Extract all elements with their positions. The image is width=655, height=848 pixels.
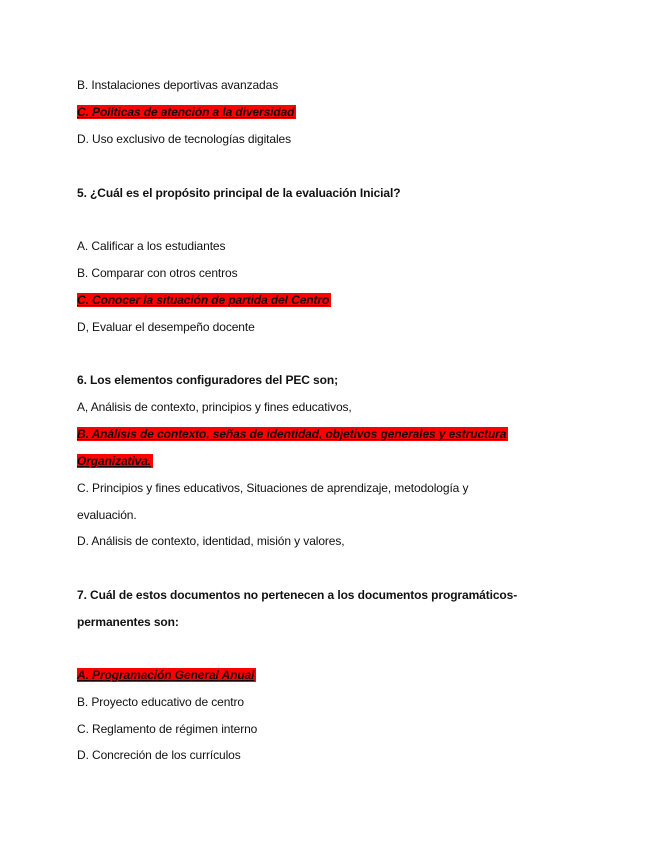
answer-option-correct — [77, 667, 256, 683]
answer-option: A, Análisis de contexto, principios y fines educativos, — [77, 400, 352, 414]
answer-option: B. Comparar con otros centros — [77, 266, 238, 280]
answer-option: D, Evaluar el desempeño docente — [77, 320, 255, 334]
question-7: 7. Cuál de estos documentos no pertenecen a los documentos programáticos- — [77, 588, 518, 602]
highlighted-answer: Organizativa. — [77, 454, 152, 468]
answer-option: A. Calificar a los estudiantes — [77, 239, 226, 253]
question-7-cont: permanentes son: — [77, 615, 179, 629]
answer-option-correct — [77, 426, 508, 442]
highlighted-answer: C. Políticas de atención a la diversidad — [77, 105, 295, 119]
answer-option: D. Análisis de contexto, identidad, misión y valores, — [77, 534, 345, 548]
answer-option: C. Principios y fines educativos, Situaciones de aprendizaje, metodología y — [77, 481, 469, 495]
question-5: 5. ¿Cuál es el propósito principal de la evaluación Inicial? — [77, 186, 401, 200]
answer-option-correct — [77, 292, 331, 308]
highlighted-answer: A. Programación General Anual — [77, 668, 255, 682]
question-6: 6. Los elementos configuradores del PEC son; — [77, 373, 338, 387]
answer-option-cont: evaluación. — [77, 508, 137, 522]
highlighted-answer: B. Análisis de contexto, señas de identidad, objetivos generales y estructura — [77, 427, 507, 441]
highlighted-answer: C. Conocer la situación de partida del Centro — [77, 293, 330, 307]
answer-option: D. Uso exclusivo de tecnologías digitales — [77, 132, 292, 146]
answer-option: B. Proyecto educativo de centro — [77, 695, 244, 709]
answer-option-correct — [77, 104, 296, 120]
answer-option-correct-cont — [77, 453, 153, 469]
answer-option: D. Concreción de los currículos — [77, 748, 241, 762]
answer-option: B. Instalaciones deportivas avanzadas — [77, 78, 279, 92]
answer-option: C. Reglamento de régimen interno — [77, 722, 258, 736]
